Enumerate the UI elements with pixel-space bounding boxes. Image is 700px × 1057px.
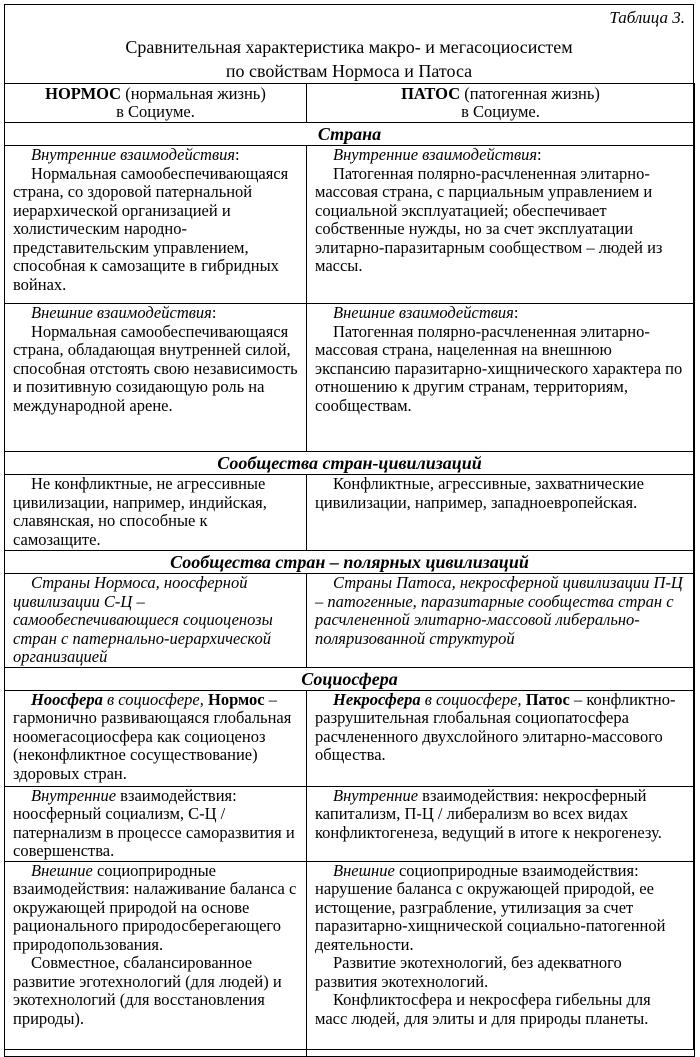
- communities-normos: [5, 475, 307, 551]
- term-noosphere: Ноосфера: [31, 689, 103, 709]
- cell-text: – гармонично развивающаяся глобальная ноомегасоциосфера как социоценоз (неконфликтное сосуществование) здоровых стран.: [13, 689, 292, 783]
- section-title-sociosphere: Социосфера: [5, 667, 695, 690]
- cell-text: социоприродные взаимодействия: налаживание баланса с окружающей природой на основе рационального природосберегающего природопользования.: [13, 860, 297, 954]
- cell-label: Внешние взаимодействия: [31, 303, 212, 322]
- section-row-polar: [5, 551, 695, 574]
- cell-text: – конфликтно-разрушительная глобальная социопатосфера расчлененного двухслойного элитарно-массового общества.: [315, 689, 676, 764]
- section-row-communities: [5, 452, 695, 475]
- header-patos-desc: (патогенная жизнь): [460, 84, 600, 103]
- comparison-table: [4, 83, 695, 1057]
- sociosphere-internal-patos: [307, 786, 695, 861]
- cell-text: взаимодействия: ноосферный социализм, С-Ц / патернализм в процессе саморазвития и совершенства.: [13, 785, 295, 860]
- header-row: [5, 84, 695, 123]
- header-patos-line2: в Социуме.: [461, 102, 540, 121]
- cell-text: Патогенная полярно-расчлененная элитарно-массовая страна, с парциальным управлением и социальной эксплуатацией; обеспечивает собственные нужды, но за счет эксплуатации элитарно-паразитарным сообществом – людей из массы.: [315, 163, 663, 275]
- table-row: [5, 690, 695, 786]
- document-page: [4, 4, 694, 1050]
- sociosphere-necrosphere: Некросфера в социосфере, Патос – конфликтно-разрушительная глобальная социопатосфера расчлененного двухслойного элитарно-массового общества.: [307, 690, 695, 786]
- cell-text: Страны Патоса, некросферной цивилизации П-Ц – патогенные, паразитарные сообщества стран с расчлененной элитарно-массовой либерально-поляризованной структурой: [315, 573, 683, 648]
- cell-label: Внутренние взаимодействия: [333, 145, 538, 164]
- header-normos-line2: в Социуме.: [116, 102, 195, 121]
- country-internal-patos: Внутренние взаимодействия: Патогенная полярно-расчлененная элитарно-массовая страна, с парциальным управлением и социальной эксплуатацией; обеспечивает собственные нужды, но за счет эксплуатации элитарно-паразитарным сообществом – людей из массы.: [307, 146, 695, 304]
- communities-patos: [307, 475, 695, 551]
- sociosphere-noosphere: Ноосфера в социосфере, Нормос – гармонично развивающаяся глобальная ноомегасоциосфера как социоценоз (неконфликтное сосуществование) здоровых стран.: [5, 690, 307, 786]
- country-internal-normos: Внутренние взаимодействия: Нормальная самообеспечивающаяся страна, со здоровой патернальной иерархической организацией и холистическим народно-представительским управлением, способная к самозащите в гибридных войнах.: [5, 146, 307, 304]
- sociosphere-external-patos: [307, 861, 695, 1056]
- country-external-patos: Внешние взаимодействия: Патогенная полярно-расчлененная элитарно-массовая страна, нацеленная на внешнюю экспансию паразитарно-хищнического характера по отношению к другим странам, территориям, сообществам.: [307, 304, 695, 452]
- header-patos-title: ПАТОС: [401, 84, 461, 103]
- table-row: [5, 861, 695, 1056]
- section-title-communities: Сообщества стран-цивилизаций: [5, 452, 695, 475]
- table-caption: [5, 35, 693, 83]
- cell-text: Совместное, сбалансированное развитие эготехнологий (для людей) и экотехнологий (для восстановления природы).: [13, 953, 282, 1028]
- country-external-normos: Внешние взаимодействия: Нормальная самообеспечивающаяся страна, обладающая внутренней силой, способная отстоять свою независимость и позитивную созидающую роль на международной арене.: [5, 304, 307, 452]
- cell-text: Не конфликтные, не агрессивные цивилизации, например, индийская, славянская, но способные к самозащите.: [13, 474, 267, 549]
- term-normos: Нормос: [208, 689, 265, 709]
- header-normos-desc: (нормальная жизнь): [121, 84, 266, 103]
- cell-label: Внешние взаимодействия: [333, 303, 514, 322]
- term-necrosphere: Некросфера: [333, 689, 421, 709]
- sociosphere-internal-normos: [5, 786, 307, 861]
- header-patos: [307, 84, 695, 123]
- cell-text: взаимодействия: некросферный капитализм, П-Ц / либерализм во всех видах конфликтогенеза, ведущий в итоге к некрогенезу.: [315, 785, 662, 842]
- polar-normos: [5, 574, 307, 668]
- section-title-country: Страна: [5, 123, 695, 146]
- cell-text: Конфликтосфера и некросфера гибельны для масс людей, для элиты и для природы планеты.: [315, 990, 651, 1028]
- section-title-polar: Сообщества стран – полярных цивилизаций: [5, 551, 695, 574]
- table-row: [5, 786, 695, 861]
- section-row-country: [5, 123, 695, 146]
- term-patos: Патос: [525, 689, 570, 709]
- cell-text: Патогенная полярно-расчлененная элитарно-массовая страна, нацеленная на внешнюю экспансию паразитарно-хищнического характера по отношению к другим странам, территориям, сообществам.: [315, 321, 683, 415]
- cell-text: Нормальная самообеспечивающаяся страна, со здоровой патернальной иерархической организацией и холистическим народно-представительским управлением, способная к самозащите в гибридных войнах.: [13, 163, 289, 294]
- cell-label: Внешние: [31, 860, 93, 880]
- cell-label: Внутренние: [31, 785, 117, 805]
- table-row: [5, 146, 695, 304]
- table-row: [5, 475, 695, 551]
- cell-label: Внутренние взаимодействия: [31, 145, 236, 164]
- header-normos-title: НОРМОС: [45, 84, 122, 103]
- table-row: [5, 574, 695, 668]
- cell-text: социоприродные взаимодействия: нарушение баланса с окружающей природой, ее истощение, разграбление, утилизация за счет паразитарно-хищнической социально-патогенной деятельности.: [315, 860, 666, 954]
- table-row: [5, 304, 695, 452]
- cell-label: Внешние: [333, 860, 395, 880]
- header-normos: [5, 84, 307, 123]
- cell-label: Внутренние: [333, 785, 419, 805]
- section-row-sociosphere: [5, 667, 695, 690]
- cell-text: Страны Нормоса, ноосферной цивилизации С-Ц – самообеспечивающиеся социоценозы стран с патернально-иерархической организацией: [13, 573, 273, 666]
- sociosphere-external-normos: [5, 861, 307, 1056]
- caption-line-2: по свойствам Нормоса и Патоса: [225, 61, 473, 81]
- caption-line-1: Сравнительная характеристика макро- и мегасоциосистем: [125, 37, 573, 57]
- cell-text: Нормальная самообеспечивающаяся страна, обладающая внутренней силой, способная отстоять свою независимость и позитивную созидающую роль на международной арене.: [13, 321, 298, 415]
- cell-text: Развитие экотехнологий, без адекватного развития экотехнологий.: [315, 953, 622, 991]
- table-number-label: Таблица 3.: [609, 8, 685, 27]
- cell-text: Конфликтные, агрессивные, захватнические цивилизации, например, западноевропейская.: [315, 474, 644, 512]
- polar-patos: [307, 574, 695, 668]
